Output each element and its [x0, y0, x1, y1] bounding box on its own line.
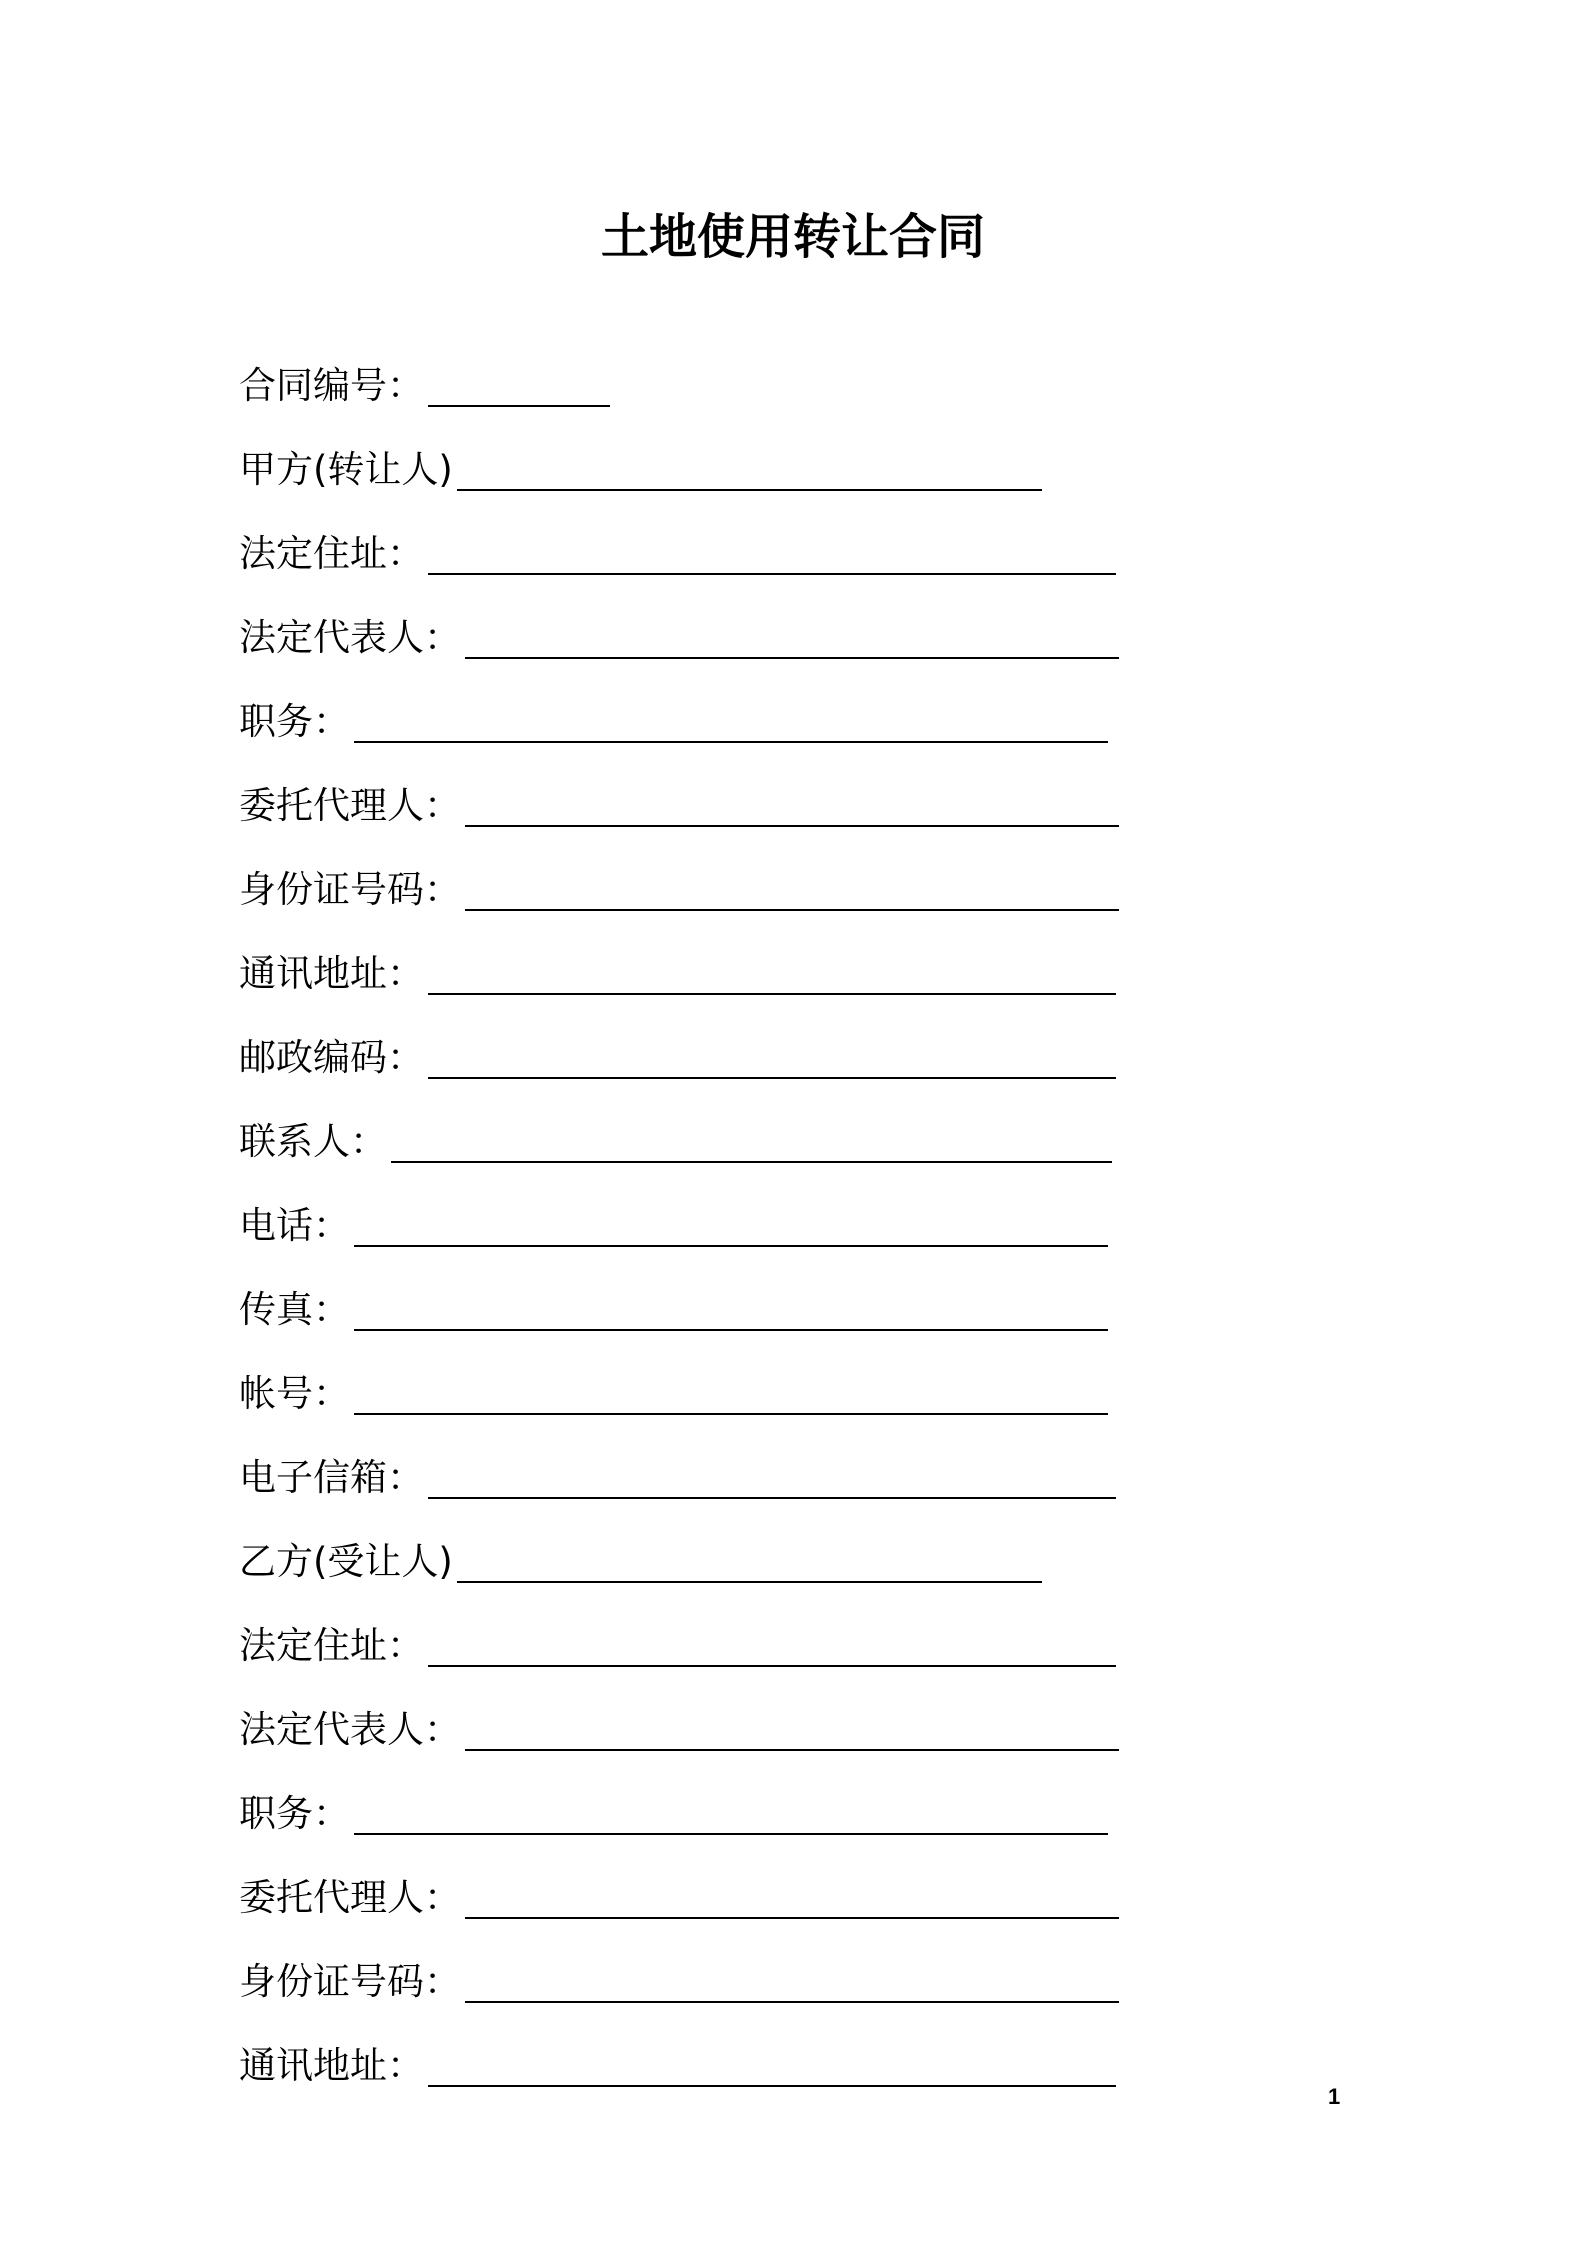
legal-representative-label: 法定代表人： — [239, 616, 461, 659]
legal-address-field[interactable] — [428, 1619, 1116, 1667]
account-label: 帐号： — [239, 1372, 350, 1415]
document-title: 土地使用转让合同 — [600, 209, 985, 265]
field-row — [239, 1339, 1119, 1423]
field-row — [239, 751, 1119, 835]
legal-representative-label: 法定代表人： — [239, 1708, 461, 1751]
party-a-label: 甲方(转让人) — [239, 448, 453, 491]
id-number-field[interactable] — [465, 863, 1119, 911]
authorized-agent-label: 委托代理人： — [239, 784, 461, 827]
field-row — [239, 415, 1119, 499]
party-b-label: 乙方(受让人) — [239, 1540, 453, 1583]
position-label: 职务： — [239, 1792, 350, 1835]
mailing-address-label: 通讯地址： — [239, 2044, 424, 2087]
field-row — [239, 835, 1119, 919]
field-row — [239, 1843, 1119, 1927]
field-row — [239, 1927, 1119, 2011]
legal-address-label: 法定住址： — [239, 532, 424, 575]
account-field[interactable] — [354, 1367, 1108, 1415]
mailing-address-field[interactable] — [428, 2039, 1116, 2087]
legal-representative-field[interactable] — [465, 611, 1119, 659]
fax-field[interactable] — [354, 1283, 1108, 1331]
contact-person-label: 联系人： — [239, 1120, 387, 1163]
party-info-fields — [239, 331, 1119, 2095]
field-row — [239, 1759, 1119, 1843]
field-row — [239, 1675, 1119, 1759]
authorized-agent-label: 委托代理人： — [239, 1876, 461, 1919]
legal-address-field[interactable] — [428, 527, 1116, 575]
mailing-address-field[interactable] — [428, 947, 1116, 995]
phone-label: 电话： — [239, 1204, 350, 1247]
id-number-field[interactable] — [465, 1955, 1119, 2003]
authorized-agent-field[interactable] — [465, 779, 1119, 827]
field-row — [239, 583, 1119, 667]
postal-code-field[interactable] — [428, 1031, 1116, 1079]
party-b-field[interactable] — [457, 1535, 1042, 1583]
contract-number-field[interactable] — [428, 359, 610, 407]
field-row — [239, 331, 1119, 415]
field-row — [239, 2011, 1119, 2095]
field-row — [239, 667, 1119, 751]
field-row — [239, 1087, 1119, 1171]
phone-field[interactable] — [354, 1199, 1108, 1247]
field-row — [239, 1591, 1119, 1675]
position-field[interactable] — [354, 1787, 1108, 1835]
postal-code-label: 邮政编码： — [239, 1036, 424, 1079]
field-row — [239, 1507, 1119, 1591]
contract-number-label: 合同编号： — [239, 364, 424, 407]
email-field[interactable] — [428, 1451, 1116, 1499]
contact-person-field[interactable] — [391, 1115, 1112, 1163]
email-label: 电子信箱： — [239, 1456, 424, 1499]
field-row — [239, 1003, 1119, 1087]
legal-address-label: 法定住址： — [239, 1624, 424, 1667]
mailing-address-label: 通讯地址： — [239, 952, 424, 995]
page-number: 1 — [1328, 2084, 1341, 2109]
party-a-field[interactable] — [457, 443, 1042, 491]
id-number-label: 身份证号码： — [239, 868, 461, 911]
field-row — [239, 1423, 1119, 1507]
field-row — [239, 1255, 1119, 1339]
authorized-agent-field[interactable] — [465, 1871, 1119, 1919]
position-label: 职务： — [239, 700, 350, 743]
position-field[interactable] — [354, 695, 1108, 743]
field-row — [239, 499, 1119, 583]
field-row — [239, 1171, 1119, 1255]
legal-representative-field[interactable] — [465, 1703, 1119, 1751]
fax-label: 传真： — [239, 1288, 350, 1331]
field-row — [239, 919, 1119, 1003]
id-number-label: 身份证号码： — [239, 1960, 461, 2003]
